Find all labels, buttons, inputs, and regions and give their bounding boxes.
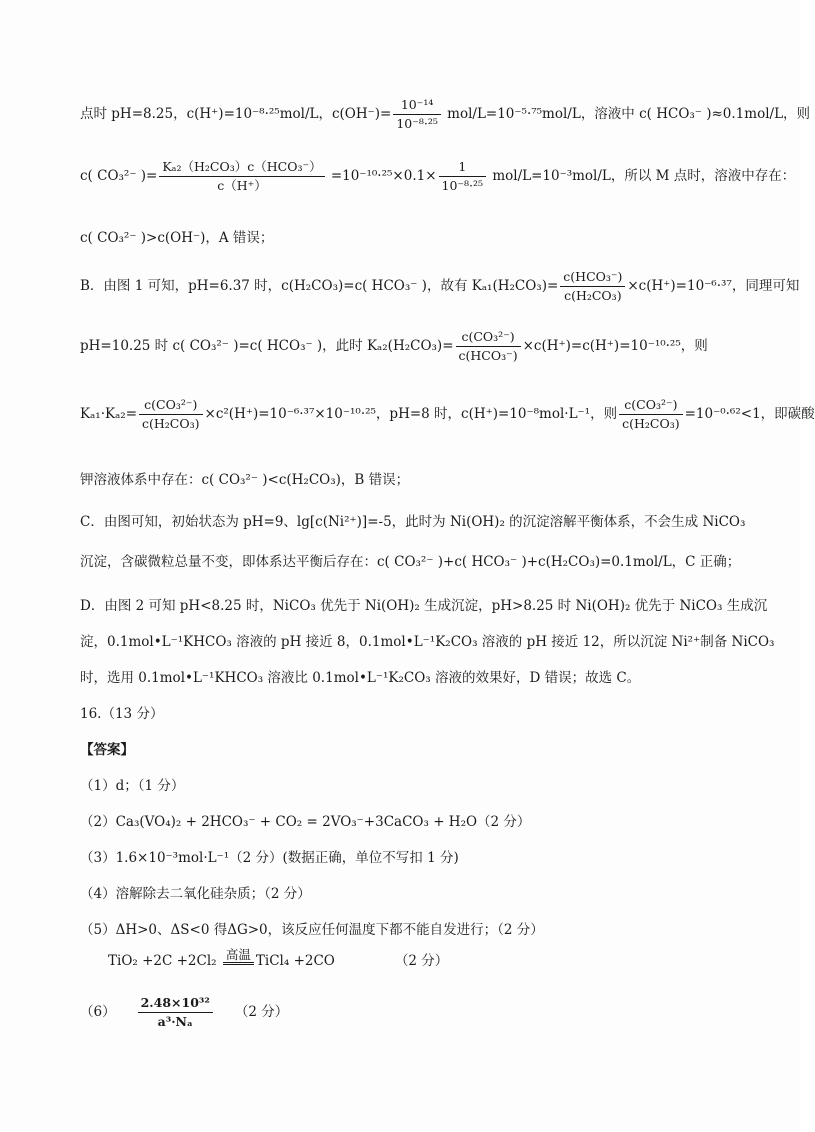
fraction-numerator: c(HCO₃⁻) [560, 268, 625, 287]
text-segment: =10⁻⁰·⁶²<1，即碳酸 [684, 406, 815, 422]
answer-item-3: （3）1.6×10⁻³mol·L⁻¹（2 分）(数据正确，单位不写扣 1 分) [80, 850, 459, 866]
fraction-numerator: 2.48×10³² [138, 994, 213, 1013]
fraction-denominator: c(H₂CO₃) [622, 416, 680, 431]
fraction [619, 396, 683, 433]
solution-line-6 [80, 396, 815, 433]
fraction [439, 158, 487, 195]
solution-line-11: 淀，0.1mol•L⁻¹KHCO₃ 溶液的 pH 接近 8，0.1mol•L⁻¹K₂CO₃ 溶液的 pH 接近 12，所以沉淀 Ni²⁺制备 NiCO₃ [80, 634, 775, 650]
solution-line-4 [80, 268, 800, 305]
solution-line-3: c( CO₃²⁻ )>c(OH⁻)，A 错误； [80, 230, 274, 246]
answer-item-5: （5）ΔH>0、ΔS<0 得ΔG>0，该反应任何温度下都不能自发进行；（2 分） [80, 922, 544, 938]
fraction [560, 268, 625, 305]
reaction-condition [223, 948, 254, 965]
fraction [393, 96, 441, 133]
fraction-denominator: c（H⁺） [217, 178, 267, 193]
equation-reactants: TiO₂ +2C +2Cl₂ [108, 953, 221, 969]
fraction-numerator: c(CO₃²⁻) [139, 396, 203, 415]
fraction-numerator: 1 [439, 158, 487, 177]
text-segment: pH=10.25 时 c( CO₃²⁻ )=c( HCO₃⁻ )，此时 Kₐ₂(H₂CO₃)= [80, 338, 454, 354]
fraction-denominator: a³·Nₐ [157, 1014, 193, 1029]
fraction-numerator: Kₐ₂（H₂CO₃）c（HCO₃⁻） [159, 158, 324, 177]
text-segment: ×c²(H⁺)=10⁻⁶·³⁷×10⁻¹⁰·²⁵，pH=8 时，c(H⁺)=10⁻⁸mol·L⁻¹，则 [204, 406, 618, 422]
solution-line-8: C．由图可知，初始状态为 pH=9、lg[c(Ni²⁺)]=-5，此时为 Ni(OH)₂ 的沉淀溶解平衡体系，不会生成 NiCO₃ [80, 514, 746, 530]
answer-item-5-equation [108, 948, 748, 971]
text-segment: mol/L=10⁻³mol/L，所以 M 点时，溶液中存在： [488, 168, 796, 184]
text-segment: =10⁻¹⁰·²⁵×0.1× [326, 168, 437, 184]
solution-line-2 [80, 158, 796, 195]
fraction [159, 158, 324, 195]
solution-line-7: 钾溶液体系中存在：c( CO₃²⁻ )<c(H₂CO₃)，B 错误； [80, 472, 410, 488]
text-segment: Kₐ₁·Kₐ₂= [80, 406, 138, 422]
text-segment: ×c(H⁺)=10⁻⁶·³⁷，同理可知 [627, 278, 800, 294]
answer-item-6 [80, 994, 720, 1031]
fraction-denominator: 10⁻⁸·²⁵ [441, 178, 484, 193]
answer-item-1: （1）d；（1 分） [80, 778, 185, 794]
text-segment: B．由图 1 可知，pH=6.37 时，c(H₂CO₃)=c( HCO₃⁻ )，故有 Kₐ₁(H₂CO₃)= [80, 278, 559, 294]
item-label: （6） [80, 1004, 116, 1020]
solution-line-12: 时，选用 0.1mol•L⁻¹KHCO₃ 溶液比 0.1mol•L⁻¹K₂CO₃ 溶液的效果好，D 错误；故选 C。 [80, 670, 641, 686]
answer-item-4: （4）溶解除去二氧化硅杂质；（2 分） [80, 886, 311, 902]
fraction-denominator: c(HCO₃⁻) [458, 348, 518, 363]
text-segment: c( CO₃²⁻ )= [80, 168, 158, 184]
answer-item-2: （2）Ca₃(VO₄)₂ + 2HCO₃⁻ + CO₂ = 2VO₃⁻+3CaCO₃ + H₂O（2 分） [80, 814, 531, 830]
fraction-denominator: c(H₂CO₃) [142, 416, 200, 431]
text-segment: ×c(H⁺)=c(H⁺)=10⁻¹⁰·²⁵，则 [522, 338, 708, 354]
fraction-numerator: 10⁻¹⁴ [393, 96, 441, 115]
score-note: （2 分） [234, 1004, 289, 1020]
answer-heading: 【答案】 [80, 742, 134, 758]
solution-line-9: 沉淀，含碳微粒总量不变，即体系达平衡后存在：c( CO₃²⁻ )+c( HCO₃⁻ )+c(H₂CO₃)=0.1mol/L，C 正确； [80, 554, 741, 570]
solution-line-1 [80, 96, 811, 133]
question-number: 16.（13 分） [80, 706, 164, 722]
equation-products: TiCl₄ +2CO [255, 953, 335, 969]
solution-line-10: D．由图 2 可知 pH<8.25 时，NiCO₃ 优先于 Ni(OH)₂ 生成沉淀，pH>8.25 时 Ni(OH)₂ 优先于 NiCO₃ 生成沉 [80, 598, 768, 614]
fraction-numerator: c(CO₃²⁻) [619, 396, 683, 415]
score-note: （2 分） [394, 953, 449, 969]
fraction-denominator: c(H₂CO₃) [564, 288, 622, 303]
fraction-numerator: c(CO₃²⁻) [456, 328, 521, 347]
fraction-denominator: 10⁻⁸·²⁵ [396, 116, 438, 131]
fraction [456, 328, 521, 365]
fraction [138, 994, 213, 1031]
solution-line-5 [80, 328, 720, 365]
fraction [139, 396, 203, 433]
text-segment: mol/L=10⁻⁵·⁷⁵mol/L，溶液中 c( HCO₃⁻ )≈0.1mol/L，则 [442, 106, 811, 122]
text-segment: 点时 pH=8.25，c(H⁺)=10⁻⁸·²⁵mol/L，c(OH⁻)= [80, 106, 392, 122]
condition-text: 高温 [223, 948, 254, 965]
